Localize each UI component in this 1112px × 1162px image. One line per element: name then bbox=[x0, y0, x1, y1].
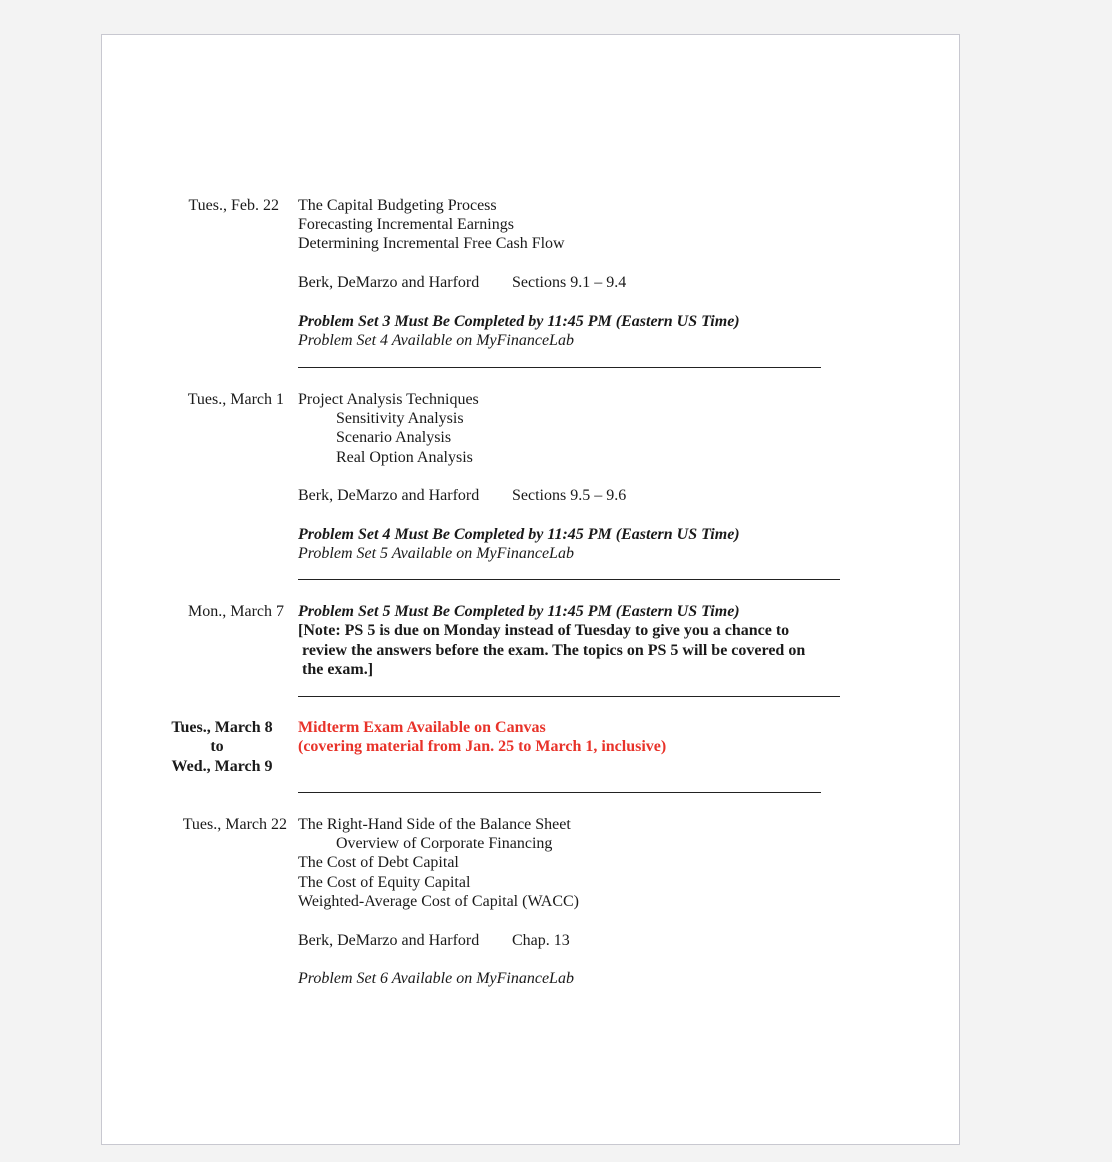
session-date: Tues., March 1 bbox=[187, 391, 284, 408]
document-page bbox=[101, 34, 960, 1145]
note-line: review the answers before the exam. The topics on PS 5 will be covered on bbox=[302, 642, 806, 659]
reading-authors: Berk, DeMarzo and Harford bbox=[298, 932, 480, 949]
problem-set-available: Problem Set 5 Available on MyFinanceLab bbox=[298, 545, 574, 562]
subtopic-line: Sensitivity Analysis bbox=[336, 410, 464, 427]
section-divider bbox=[298, 367, 821, 368]
problem-set-available: Problem Set 6 Available on MyFinanceLab bbox=[298, 970, 574, 987]
section-divider bbox=[298, 696, 840, 697]
session-date: Mon., March 7 bbox=[188, 603, 284, 620]
midterm-exam-coverage: (covering material from Jan. 25 to March 1, inclusive) bbox=[298, 738, 667, 755]
problem-set-available: Problem Set 4 Available on MyFinanceLab bbox=[298, 332, 574, 349]
topic-line: Weighted-Average Cost of Capital (WACC) bbox=[298, 893, 580, 910]
section-divider bbox=[298, 579, 840, 580]
session-date: Tues., March 22 bbox=[182, 816, 287, 833]
topic-line: The Right-Hand Side of the Balance Sheet bbox=[298, 816, 571, 833]
problem-set-deadline: Problem Set 3 Must Be Completed by 11:45 PM (Eastern US Time) bbox=[298, 313, 740, 330]
reading-authors: Berk, DeMarzo and Harford bbox=[298, 274, 480, 291]
topic-line: The Cost of Debt Capital bbox=[298, 854, 459, 871]
session-date: Tues., Feb. 22 bbox=[188, 197, 279, 214]
note-line: [Note: PS 5 is due on Monday instead of Tuesday to give you a chance to bbox=[298, 622, 790, 639]
topic-line: The Cost of Equity Capital bbox=[298, 874, 471, 891]
section-divider bbox=[298, 792, 821, 793]
subtopic-line: Real Option Analysis bbox=[336, 449, 473, 466]
problem-set-deadline: Problem Set 4 Must Be Completed by 11:45 PM (Eastern US Time) bbox=[298, 526, 740, 543]
reading-sections: Sections 9.5 – 9.6 bbox=[512, 487, 627, 504]
reading-sections: Chap. 13 bbox=[512, 932, 570, 949]
topic-line: The Capital Budgeting Process bbox=[298, 197, 497, 214]
problem-set-deadline: Problem Set 5 Must Be Completed by 11:45 PM (Eastern US Time) bbox=[298, 603, 740, 620]
reading-authors: Berk, DeMarzo and Harford bbox=[298, 487, 480, 504]
subtopic-line: Overview of Corporate Financing bbox=[336, 835, 553, 852]
note-line: the exam.] bbox=[302, 661, 374, 678]
reading-sections: Sections 9.1 – 9.4 bbox=[512, 274, 627, 291]
topic-line: Forecasting Incremental Earnings bbox=[298, 216, 514, 233]
topic-line: Project Analysis Techniques bbox=[298, 391, 479, 408]
exam-date-to: to bbox=[210, 738, 224, 755]
subtopic-line: Scenario Analysis bbox=[336, 429, 452, 446]
topic-line: Determining Incremental Free Cash Flow bbox=[298, 235, 565, 252]
exam-date-end: Wed., March 9 bbox=[171, 758, 273, 775]
exam-date-start: Tues., March 8 bbox=[171, 719, 273, 736]
midterm-exam-title: Midterm Exam Available on Canvas bbox=[298, 719, 546, 736]
